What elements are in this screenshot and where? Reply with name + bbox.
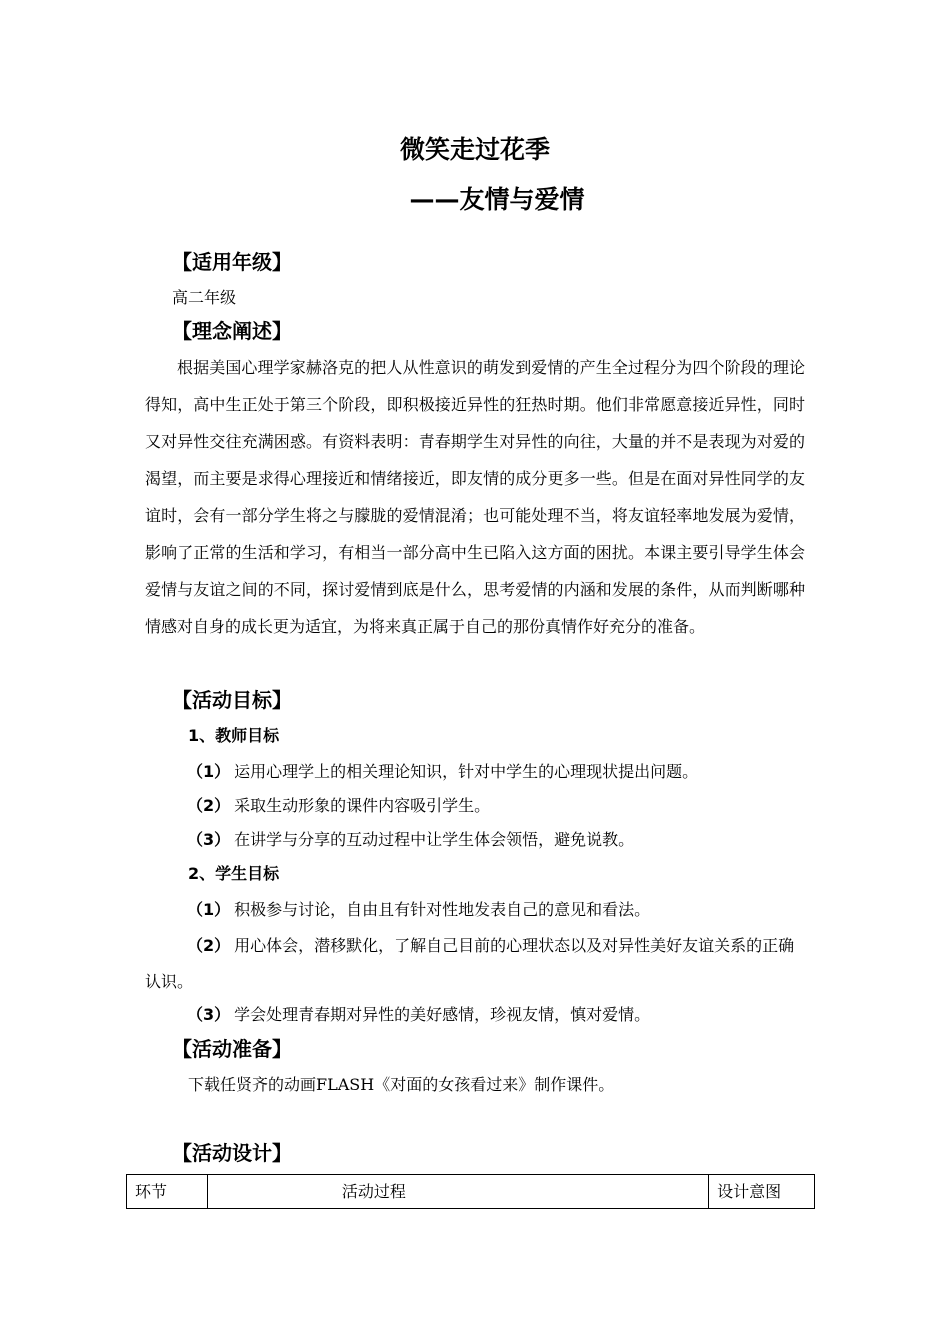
- design-heading: 【活动设计】: [172, 1141, 292, 1165]
- item-number: （2）: [187, 936, 231, 955]
- student-goals-heading: 2、学生目标: [188, 864, 280, 883]
- item-number: （1）: [187, 900, 231, 919]
- grade-heading: 【适用年级】: [172, 250, 292, 274]
- student-goal-item: [145, 893, 810, 927]
- table-header-row: [127, 1175, 815, 1209]
- preparation-heading: 【活动准备】: [172, 1037, 292, 1061]
- activity-design-table: [126, 1174, 815, 1209]
- preparation-content: 下载任贤齐的动画FLASH《对面的女孩看过来》制作课件。: [188, 1075, 615, 1094]
- teacher-goal-item: [145, 789, 810, 823]
- document-title: 微笑走过花季: [399, 135, 550, 164]
- item-text: 积极参与讨论，自由且有针对性地发表自己的意见和看法。: [234, 900, 651, 919]
- concept-heading: 【理念阐述】: [172, 319, 292, 343]
- item-number: （3）: [187, 830, 231, 849]
- item-number: （3）: [187, 1005, 231, 1024]
- concept-paragraph: 根据美国心理学家赫洛克的把人从性意识的萌发到爱情的产生全过程分为四个阶段的理论得知，高中生正处于第三个阶段，即积极接近异性的狂热时期。他们非常愿意接近异性，同时又对异性交往充满困惑。有资料表明：青春期学生对异性的向往，大量的并不是表现为对爱的渴望，而主要是求得心理接近和情绪接近，即友情的成分更多一些。但是在面对异性同学的友谊时，会有一部分学生将之与朦胧的爱情混淆；也可能处理不当，将友谊轻率地发展为爱情，影响了正常的生活和学习，有相当一部分高中生已陷入这方面的困扰。本课主要引导学生体会爱情与友谊之间的不同，探讨爱情到底是什么，思考爱情的内涵和发展的条件，从而判断哪种情感对自身的成长更为适宜，为将来真正属于自己的那份真情作好充分的准备。: [145, 358, 805, 636]
- item-text: 学会处理青春期对异性的美好感情，珍视友情，慎对爱情。: [234, 1005, 651, 1024]
- teacher-goal-item: [145, 823, 810, 857]
- table-header-cell: 设计意图: [709, 1175, 815, 1209]
- table-header-cell: 环节: [127, 1175, 208, 1209]
- document-subtitle: ——友情与爱情: [409, 185, 585, 214]
- item-text: 运用心理学上的相关理论知识，针对中学生的心理现状提出问题。: [234, 762, 699, 781]
- item-text: 在讲学与分享的互动过程中让学生体会领悟，避免说教。: [234, 830, 635, 849]
- teacher-goals-heading: 1、教师目标: [188, 726, 280, 745]
- teacher-goal-item: [145, 755, 810, 789]
- item-text: 用心体会，潜移默化，了解自己目前的心理状态以及对异性美好友谊关系的正确认识。: [145, 936, 795, 991]
- goals-heading: 【活动目标】: [172, 688, 292, 712]
- item-number: （1）: [187, 762, 231, 781]
- student-goal-item: [145, 998, 810, 1032]
- grade-content: 高二年级: [172, 288, 237, 307]
- item-number: （2）: [187, 796, 231, 815]
- student-goal-item: [145, 928, 810, 1000]
- item-text: 采取生动形象的课件内容吸引学生。: [234, 796, 491, 815]
- table-header-cell: 活动过程: [207, 1175, 708, 1209]
